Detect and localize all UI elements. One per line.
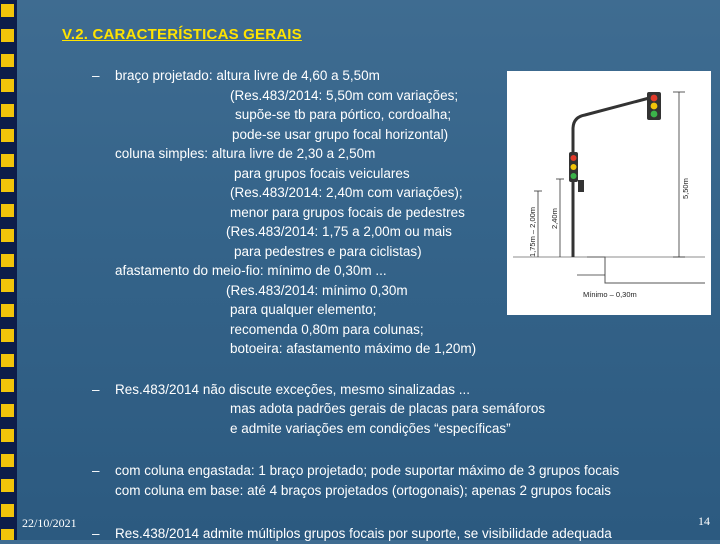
bullet-1-line-3: supõe-se tb para pórtico, cordoalha;	[235, 107, 452, 122]
footer-date: 22/10/2021	[22, 516, 77, 530]
sidebar-dash	[1, 179, 14, 192]
bullet-1-line-7: (Res.483/2014: 2,40m com variações);	[230, 185, 463, 200]
label-min-offset: Mínimo – 0,30m	[583, 290, 637, 299]
arm-light-red	[651, 95, 658, 102]
sidebar-dash	[1, 429, 14, 442]
sidebar-decoration	[0, 0, 17, 540]
bullet-1-line-11: afastamento do meio-fio: mínimo de 0,30m ...	[115, 263, 387, 278]
bullet-1-line-4: pode-se usar grupo focal horizontal)	[232, 127, 449, 142]
sidebar-dash	[1, 154, 14, 167]
label-arm-height: 5,50m	[681, 178, 690, 199]
traffic-signal-drawing	[507, 71, 711, 315]
bullet-1-line-6: para grupos focais veiculares	[234, 166, 410, 181]
sidebar-dash	[1, 254, 14, 267]
label-column-height: 2,40m	[550, 208, 559, 229]
bullet-3-line-2: com coluna em base: até 4 braços projetados (ortogonais); apenas 2 grupos focais	[115, 483, 612, 498]
column-light-red	[571, 155, 577, 161]
arm-light-yellow	[651, 103, 658, 110]
bullet-2-line-1: Res.483/2014 não discute exceções, mesmo sinalizadas ...	[115, 382, 470, 397]
sidebar-dash	[1, 279, 14, 292]
sidebar-dash	[1, 529, 14, 540]
traffic-signal-diagram	[507, 71, 711, 315]
bullet-1-line-1: braço projetado: altura livre de 4,60 a 5,50m	[115, 68, 380, 83]
bullet-1-line-15: botoeira: afastamento máximo de 1,20m)	[230, 341, 477, 356]
column-light-yellow	[571, 164, 577, 170]
bullet-1-line-14: recomenda 0,80m para colunas;	[230, 322, 424, 337]
sidebar-dash	[1, 229, 14, 242]
sidebar-dash	[1, 54, 14, 67]
label-pedestrian-height: 1,75m – 2,00m	[528, 206, 537, 257]
bullet-1-line-5: coluna simples: altura livre de 2,30 a 2,50m	[115, 146, 376, 161]
slide-title: V.2. CARACTERÍSTICAS GERAIS	[62, 26, 302, 43]
sidebar-dash	[1, 479, 14, 492]
sidebar-dash	[1, 354, 14, 367]
signal-pole-arm	[573, 97, 653, 257]
bullet-marker: –	[92, 68, 100, 83]
sidebar-dash	[1, 104, 14, 117]
bullet-1-line-8: menor para grupos focais de pedestres	[230, 205, 465, 220]
bullet-marker: –	[92, 526, 100, 541]
bullet-2-line-3: e admite variações em condições “específicas”	[230, 421, 511, 436]
sidebar-dash	[1, 454, 14, 467]
bullet-4-line-1: Res.438/2014 admite múltiplos grupos focais por suporte, se visibilidade adequada	[115, 526, 612, 541]
bullet-1-line-2: (Res.483/2014: 5,50m com variações;	[230, 88, 459, 103]
bullet-1-line-10: para pedestres e para ciclistas)	[234, 244, 422, 259]
bullet-marker: –	[92, 463, 100, 478]
bullet-1-line-9: (Res.483/2014: 1,75 a 2,00m ou mais	[226, 224, 452, 239]
bullet-3-line-1: com coluna engastada: 1 braço projetado; pode suportar máximo de 3 grupos focais	[115, 463, 620, 478]
sidebar-dash	[1, 404, 14, 417]
bullet-1-line-13: para qualquer elemento;	[230, 302, 377, 317]
bullet-1-line-12: (Res.483/2014: mínimo 0,30m	[226, 283, 408, 298]
sidebar-dash	[1, 129, 14, 142]
bullet-marker: –	[92, 382, 100, 397]
sidebar-dash	[1, 79, 14, 92]
sidebar-dash	[1, 504, 14, 517]
column-light-green	[571, 173, 577, 179]
sidebar-dash	[1, 379, 14, 392]
bullet-2-line-2: mas adota padrões gerais de placas para semáforos	[230, 401, 546, 416]
pedestrian-signal-head	[578, 180, 584, 192]
sidebar-dash	[1, 329, 14, 342]
arm-light-green	[651, 111, 658, 118]
sidebar-dash	[1, 304, 14, 317]
sidebar-dash	[1, 29, 14, 42]
page-number: 14	[698, 514, 710, 528]
sidebar-dash	[1, 4, 14, 17]
sidebar-dash	[1, 204, 14, 217]
curb-line	[587, 257, 705, 283]
